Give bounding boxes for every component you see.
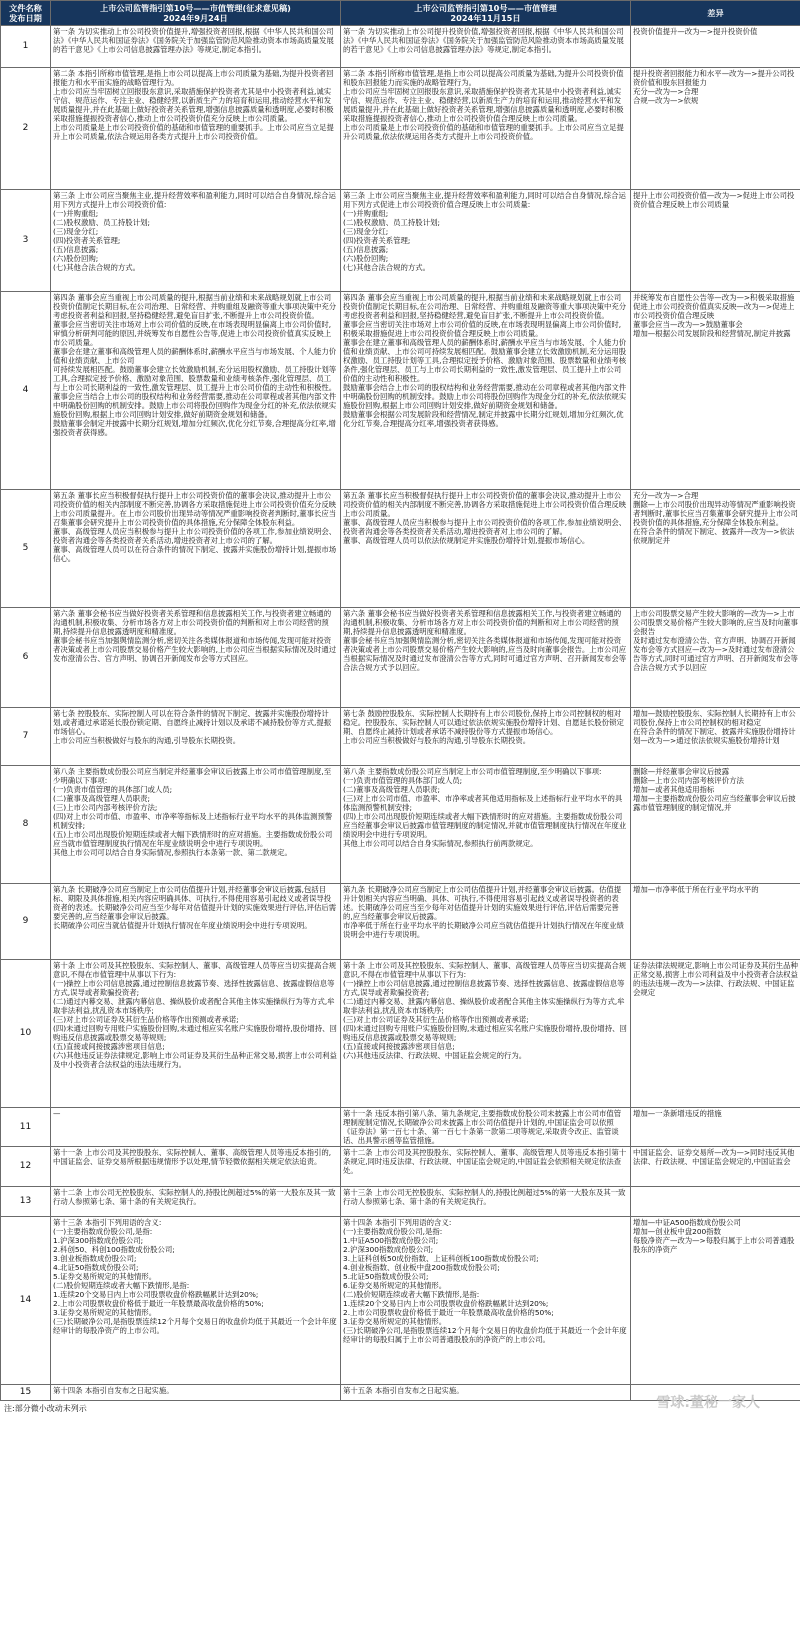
old-text: 第十三条 本指引下列用语的含义: (一)主要指数成份股公司,是指: 1.沪深300指数成份股公司; 2.科创50、科创100指数成份股公司; 3.创业板指数成份股公司; 4.北证50指数成份股公司; 5.证券交易所规定的其他情形。 (二)股价短期连续或者大幅下跌情形,是指: 1.连续20个交易日内上市公司股票收盘价格跌幅累计达到20%; 2.上市公司股票收盘价格低于最近一年股票最高收盘价格的50%; 3.证券交易所规定的其他情形。 (三)长期破净公司,是指股票连续12个月每个交易日的收盘价均低于其最近一个会计年度经审计的每股净资产的上市公司。	[51, 1217, 341, 1385]
table-row	[1, 190, 800, 292]
table-row	[1, 490, 800, 608]
table-row	[1, 608, 800, 708]
new-text: 第十一条 违反本指引第八条、第九条规定,主要指数成份股公司未披露上市公司市值管理制度制定情况,长期破净公司未披露上市公司估值提升计划的,中国证监会可以依照《证券法》第一百七十条、第一百七十条第一款第二项等规定,采取责令改正、监管谈话、出具警示函等监管措施。	[341, 1108, 631, 1147]
diff-text: 删除—并经董事会审议后披露 删除—上市公司内部考核评价方法 增加—或者其他适用指标 增加—主要指数成份股公司应当经董事会审议后披露市值管理制度的制定情况,并	[631, 766, 800, 884]
new-text: 第十条 上市公司及其控股股东、实际控制人、董事、高级管理人员等应当切实提高合规意识,不得在市值管理中从事以下行为: (一)操控上市公司信息披露,通过控制信息披露节奏、选择性披露信息、披露虚假信息等方式,误导或者欺骗投资者; (二)通过内幕交易、泄露内幕信息、操纵股价或者配合其他主体实施操纵行为等方式,牟取非法利益,扰乱资本市场秩序; (三)对上市公司证券及其衍生品价格等作出预测或者承诺; (四)未通过回购专用账户实施股份回购,未通过相应实名账户实施股份增持,股份增持、回购违反信息披露或股票交易等规则; (五)直接或间接披露涉密项目信息; (六)其他违反法律、行政法规、中国证监会规定的行为。	[341, 960, 631, 1108]
old-text: 第九条 长期破净公司应当制定上市公司估值提升计划,并经董事会审议后披露,包括目标、期限及具体措施,相关内容应明确具体、可执行,不得使用容易引起歧义或者误导投资者的表述。长期破净公司应当至少每年对估值提升计划的实施效果进行评估,评估后需要完善的,应当经董事会审议后披露。 长期破净公司应当就估值提升计划执行情况在年度业绩说明会中进行专项说明。	[51, 884, 341, 960]
row-number: 10	[1, 960, 51, 1108]
table-row	[1, 26, 800, 68]
old-text: 第六条 董事会秘书应当做好投资者关系管理和信息披露相关工作,与投资者建立畅通的沟通机制,积极收集、分析市场各方对上市公司投资价值的判断和对上市公司经营的预期,持续提升信息披露透明度和精准度。 董事会秘书应当加强舆情监测分析,密切关注各类媒体报道和市场传闻,发现可能对投资者决策或者上市公司股票交易价格产生较大影响的,上市公司应当根据实际情况及时通过发布澄清公告、官方声明、协调召开新闻发布会等方式回应。	[51, 608, 341, 708]
row-number: 12	[1, 1147, 51, 1187]
row-number: 13	[1, 1187, 51, 1217]
row-number: 6	[1, 608, 51, 708]
diff-text: 证券法律法规规定,影响上市公司证券及其衍生品种正常交易,损害上市公司利益及中小投资者合法权益的违法违规—改为—>法律、行政法规、中国证监会规定	[631, 960, 800, 1108]
row-number: 3	[1, 190, 51, 292]
new-text: 第六条 董事会秘书应当做好投资者关系管理和信息披露相关工作,与投资者建立畅通的沟通机制,积极收集、分析市场各方对上市公司投资价值的判断和对上市公司经营的预期,持续提升信息披露透明度和精准度。 董事会秘书应当加强舆情监测分析,密切关注各类媒体报道和市场传闻,发现可能对投资者决策或者上市公司股票交易价格产生较大影响的,应当及时向董事会报告。上市公司应当根据实际情况及时通过发布澄清公告等方式,同时可通过官方声明、召开新闻发布会等合法合规方式予以回应。	[341, 608, 631, 708]
header-row	[1, 1, 800, 26]
old-text: 第十二条 上市公司无控股股东、实际控制人的,持股比例超过5%的第一大股东及其一致行动人参照第七条、第十条的有关规定执行。	[51, 1187, 341, 1217]
row-number: 5	[1, 490, 51, 608]
new-text: 第九条 长期破净公司应当制定上市公司估值提升计划,并经董事会审议后披露。估值提升计划相关内容应当明确、具体、可执行,不得使用容易引起歧义或者误导投资者的表述。长期破净公司应当至少每年对估值提升计划的实施效果进行评估,评估后需要完善的,应当经董事会审议后披露。 市净率低于所在行业平均水平的长期破净公司应当就估值提升计划执行情况在年度业绩说明会中进行专项说明。	[341, 884, 631, 960]
row-number: 11	[1, 1108, 51, 1147]
new-text: 第二条 本指引所称市值管理,是指上市公司以提高公司质量为基础,为提升公司投资价值和股东回报能力而实施的战略管理行为。 上市公司应当牢固树立回报股东意识,采取措施保护投资者尤其是中小投资者利益,诚实守信、规范运作、专注主业、稳健经营,以新质生产力的培育和运用,推动经营水平和发展质量提升,并在此基础上做好投资者关系管理,增强信息披露质量和透明度,必要时积极采取措施提振投资者信心,推动上市公司投资价值合理反映上市公司质量。 上市公司质量是上市公司投资价值的基础和市值管理的重要抓手。上市公司应当立足提升公司质量,依法依规运用各类方式提升上市公司投资价值。	[341, 68, 631, 190]
old-text: 第二条 本指引所称市值管理,是指上市公司以提高上市公司质量为基础,为提升投资者回报能力和水平而实施的战略管理行为。 上市公司应当牢固树立回报股东意识,采取措施保护投资者尤其是中小投资者利益,诚实守信、规范运作、专注主业、稳健经营,以新质生产力的培育和运用,推动经营水平和发展质量提升,并在此基础上做好投资者关系管理,增强信息披露质量和透明度,必要时积极采取措施提振投资者信心,推动上市公司投资价值充分反映上市公司质量。 上市公司质量是上市公司投资价值的基础和市值管理的重要抓手。上市公司应当立足提升上市公司质量,依法合规运用各类方式提升上市公司投资价值。	[51, 68, 341, 190]
diff-text: 中国证监会、证券交易所—改为—>同时违反其他法律、行政法规、中国证监会规定的,中国证监会	[631, 1147, 800, 1187]
new-text: 第十二条 上市公司及其控股股东、实际控制人、董事、高级管理人员等违反本指引第十条规定,同时违反法律、行政法规、中国证监会规定的,中国证监会依照相关规定依法查处。	[341, 1147, 631, 1187]
header-old-version: 上市公司监管指引第10号——市值管理(征求意见稿) 2024年9月24日	[51, 1, 341, 26]
diff-text: 投资价值提升—改为—>提升投资价值	[631, 26, 800, 68]
diff-text: 增加—中证A500指数成份股公司 增加—创业板中盘200指数 每股净资产—改为—>每股归属于上市公司普通股股东的净资产	[631, 1217, 800, 1385]
row-number: 8	[1, 766, 51, 884]
old-text: 第十一条 上市公司及其控股股东、实际控制人、董事、高级管理人员等违反本指引的,中国证监会、证券交易所根据违规情形予以处理,情节轻微依据相关规定依法追责。	[51, 1147, 341, 1187]
header-name: 文件名称 发布日期	[1, 1, 51, 26]
old-text: 第三条 上市公司应当聚焦主业,提升经营效率和盈利能力,同时可以结合自身情况,综合运用下列方式提升上市公司投资价值: (一)并购重组; (二)股权激励、员工持股计划; (三)现金分红; (四)投资者关系管理; (五)信息披露; (六)股份回购; (七)其他合法合规的方式。	[51, 190, 341, 292]
table-row	[1, 1147, 800, 1187]
table-row	[1, 68, 800, 190]
diff-text: 提升上市公司投资价值—改为—>促进上市公司投资价值合理反映上市公司质量	[631, 190, 800, 292]
old-text: 第八条 主要指数成份股公司应当制定并经董事会审议后披露上市公司市值管理制度,至少明确以下事项: (一)负责市值管理的具体部门或人员; (二)董事及高级管理人员职责; (三)上市公司内部考核评价方法; (四)对上市公司市值、市盈率、市净率等指标及上述指标行业平均水平的具体监测预警机制安排; (五)上市公司出现股价短期连续或者大幅下跌情形时的应对措施。主要指数成份股公司应当就市值管理制度执行情况在年度业绩说明会中进行专项说明。 其他上市公司可以结合自身实际情况,参照执行本条第一款、第二款规定。	[51, 766, 341, 884]
old-text: 第十四条 本指引自发布之日起实施。	[51, 1385, 341, 1401]
row-number: 15	[1, 1385, 51, 1401]
row-number: 2	[1, 68, 51, 190]
row-number: 7	[1, 708, 51, 766]
table-row	[1, 292, 800, 490]
footnote: 注:部分微小改动未列示	[4, 1404, 87, 1413]
row-number: 4	[1, 292, 51, 490]
diff-text: 增加—市净率低于所在行业平均水平的	[631, 884, 800, 960]
table-row	[1, 766, 800, 884]
row-number: 9	[1, 884, 51, 960]
header-new-version: 上市公司监管指引第10号——市值管理 2024年11月15日	[341, 1, 631, 26]
row-number: 1	[1, 26, 51, 68]
new-text: 第十五条 本指引自发布之日起实施。	[341, 1385, 631, 1401]
new-text: 第三条 上市公司应当聚焦主业,提升经营效率和盈利能力,同时可以结合自身情况,综合运用下列方式促进上市公司投资价值合理反映上市公司质量: (一)并购重组; (二)股权激励、员工持股计划; (三)现金分红; (四)投资者关系管理; (五)信息披露; (六)股份回购; (七)其他合法合规的方式。	[341, 190, 631, 292]
old-text: 第七条 控股股东、实际控制人可以在符合条件的情况下制定、披露并实施股份增持计划,或者通过承诺延长股份锁定期、自愿终止减持计划以及承诺不减持股份等方式,提振市场信心。 上市公司应当积极做好与股东的沟通,引导股东长期投资。	[51, 708, 341, 766]
new-text: 第七条 鼓励控股股东、实际控制人长期持有上市公司股份,保持上市公司控制权的相对稳定。控股股东、实际控制人可以通过依法依规实施股份增持计划、自愿延长股份锁定期、自愿终止减持计划或者承诺不减持股份等方式提振市场信心。 上市公司应当积极做好与股东的沟通,引导股东长期投资。	[341, 708, 631, 766]
watermark: 雪球:董秘一家人	[656, 1395, 760, 1411]
new-text: 第五条 董事长应当积极督促执行提升上市公司投资价值的董事会决议,推动提升上市公司投资价值的相关内部制度不断完善,协调各方采取措施促进上市公司投资价值合理反映上市公司质量。 董事、高级管理人员应当积极参与提升上市公司投资价值的各项工作,参加业绩说明会、投资者沟通会等各类投资者关系活动,增进投资者对上市公司的了解。 董事、高级管理人员可以依法依规制定并实施股份增持计划,提振市场信心。	[341, 490, 631, 608]
new-text: 第十三条 上市公司无控股股东、实际控制人的,持股比例超过5%的第一大股东及其一致行动人参照第七条、第十条的有关规定执行。	[341, 1187, 631, 1217]
old-text: 第五条 董事长应当积极督促执行提升上市公司投资价值的董事会决议,推动提升上市公司投资价值的相关内部制度不断完善,协调各方采取措施促进上市公司投资价值充分反映上市公司质量提升。在上市公司股价出现异动等情况严重影响投资者判断时,董事长应当召集董事会研究提升上市公司投资价值的具体措施,充分保障全体股东利益。 董事、高级管理人员应当积极参与提升上市公司投资价值的各项工作,参加业绩说明会、投资者沟通会等各类投资者关系活动,增进投资者对上市公司的了解。 董事、高级管理人员可以在符合条件的情况下制定、披露并实施股份增持计划,提振市场信心。	[51, 490, 341, 608]
table-row	[1, 1187, 800, 1217]
table-row	[1, 1108, 800, 1147]
old-text: —	[51, 1108, 341, 1147]
new-text: 第八条 主要指数成份股公司应当制定上市公司市值管理制度,至少明确以下事项: (一)负责市值管理的具体部门或人员; (二)董事及高级管理人员职责; (三)对上市公司市值、市盈率、市净率或者其他适用指标及上述指标行业平均水平的具体监测预警机制安排; (四)上市公司出现股价短期连续或者大幅下跌情形时的应对措施。主要指数成份股公司应当经董事会审议后披露市值管理制度的制定情况,并就市值管理制度执行情况在年度业绩说明会中进行专项说明。 其他上市公司可以结合自身实际情况,参照执行前两款规定。	[341, 766, 631, 884]
row-number: 14	[1, 1217, 51, 1385]
old-text: 第十条 上市公司及其控股股东、实际控制人、董事、高级管理人员等应当切实提高合规意识,不得在市值管理中从事以下行为: (一)操控上市公司信息披露,通过控制信息披露节奏、选择性披露信息、披露虚假信息等方式,误导或者欺骗投资者; (二)通过内幕交易、泄露内幕信息、操纵股价或者配合其他主体实施操纵行为等方式,牟取非法利益,扰乱资本市场秩序; (三)对上市公司证券及其衍生品价格等作出预测或者承诺; (四)未通过回购专用账户实施股份回购,未通过相应实名账户实施股份增持,股份增持、回购违反信息披露或股票交易等规则; (五)直接或间接披露涉密项目信息; (六)其他违反证券法律规定,影响上市公司证券及其衍生品种正常交易,损害上市公司利益及中小投资者合法权益的违法违规行为。	[51, 960, 341, 1108]
diff-text: 并统筹发布自愿性公告等—改为—>积极采取措施 促进上市公司投资价值真实反映—改为—>促进上市公司投资价值合理反映 董事会应当—改为—>鼓励董事会 增加—根据公司发展阶段和经营情况,制定并披露	[631, 292, 800, 490]
diff-text: 增加—一条新增违反的措施	[631, 1108, 800, 1147]
header-diff: 差异	[631, 1, 800, 26]
diff-text: 充分—改为—>合理 删除—上市公司股价出现异动等情况严重影响投资者判断时,董事长应当召集董事会研究提升上市公司投资价值的具体措施,充分保障全体股东利益。 在符合条件的情况下制定、披露并—改为—>依法依规制定并	[631, 490, 800, 608]
table-row	[1, 708, 800, 766]
new-text: 第十四条 本指引下列用语的含义: (一)主要指数成份股公司,是指: 1.中证A500指数成份股公司; 2.沪深300指数成份股公司; 3.上证科创板50成份指数、上证科创板100指数成份股公司; 4.创业板指数、创业板中盘200指数成份股公司; 5.北证50指数成份股公司; 6.证券交易所规定的其他情形。 (二)股价短期连续或者大幅下跌情形,是指: 1.连续20个交易日内上市公司股票收盘价格跌幅累计达到20%; 2.上市公司股票收盘价格低于最近一年股票最高收盘价格的50%; 3.证券交易所规定的其他情形。 (三)长期破净公司,是指股票连续12个月每个交易日的收盘价均低于其最近一个会计年度经审计的每股归属于上市公司普通股股东的净资产的上市公司。	[341, 1217, 631, 1385]
table-row	[1, 960, 800, 1108]
new-text: 第四条 董事会应当重视上市公司质量的提升,根据当前业绩和未来战略规划就上市公司投资价值制定长期目标,在公司治理、日常经营、并购重组及融资等重大事项决策中充分考虑投资者利益和回报,坚持稳健经营,避免盲目扩张,不断提升上市公司投资价值。 董事会应当密切关注市场对上市公司价值的反映,在市场表现明显偏离上市公司价值时,积极采取措施促进上市公司投资价值合理反映上市公司质量。 董事会在建立董事和高级管理人员的薪酬体系时,薪酬水平应当与市场发展、个人能力价值和业绩贡献、上市公司可持续发展相匹配。鼓励董事会建立长效激励机制,充分运用股权激励、员工持股计划等工具,合理拟定授予价格、激励对象范围、股票数量和业绩考核条件,强化管理层、员工与上市公司长期利益的一致性,激发管理层、员工提升上市公司价值的主动性和积极性。 鼓励董事会结合上市公司的股权结构和业务经营需要,推动在公司章程或者其他内部文件中明确股份回购的机制安排。鼓励上市公司将股份回购作为现金分红的补充,依法依规实施股份回购,根据上市公司回购计划安排,做好前期资金规划和储备。 鼓励董事会根据公司发展阶段和经营情况,制定并披露中长期分红规划,增加分红频次,优化分红节奏,合理提高分红率,增强投资者获得感。	[341, 292, 631, 490]
footer	[0, 1395, 800, 1416]
diff-text: 上市公司股票交易产生较大影响的—改为—>上市公司股票交易价格产生较大影响的,应当及时向董事会报告 及时通过发布澄清公告、官方声明、协调召开新闻发布会等方式回应—改为—>及时通过发布澄清公告等方式,同时可通过官方声明、召开新闻发布会等合法合规方式予以回应	[631, 608, 800, 708]
table-row	[1, 1217, 800, 1385]
old-text: 第一条 为切实推动上市公司投资价值提升,增强投资者回报,根据《中华人民共和国公司法》《中华人民共和国证券法》《国务院关于加强监管防范风险推动资本市场高质量发展的若干意见》《上市公司信息披露管理办法》等规定,制定本指引。	[51, 26, 341, 68]
new-text: 第一条 为切实推动上市公司提升投资价值,增强投资者回报,根据《中华人民共和国公司法》《中华人民共和国证券法》《国务院关于加强监管防范风险推动资本市场高质量发展的若干意见》《上市公司信息披露管理办法》等规定,制定本指引。	[341, 26, 631, 68]
diff-text: 增加—鼓励控股股东、实际控制人长期持有上市公司股份,保持上市公司控制权的相对稳定 在符合条件的情况下制定、披露并实施股份增持计划—改为—>通过依法依规实施股份增持计划	[631, 708, 800, 766]
old-text: 第四条 董事会应当重视上市公司质量的提升,根据当前业绩和未来战略规划就上市公司投资价值制定长期目标,在公司治理、日常经营、并购重组及融资等重大事项决策中充分考虑投资者利益和回报,坚持稳健经营,避免盲目扩张,不断提升上市公司投资价值。 董事会应当密切关注市场对上市公司价值的反映,在市场表现明显偏离上市公司价值时,审慎分析研判可能的原因,并统筹发布自愿性公告等,促进上市公司投资价值真实反映上市公司质量。 董事会在建立董事和高级管理人员的薪酬体系时,薪酬水平应当与市场发展、个人能力价值和业绩贡献、上市公司 可持续发展相匹配。鼓励董事会建立长效激励机制,充分运用股权激励、员工持股计划等工具,合理拟定授予价格、激励对象范围、股票数量和业绩考核条件,强化管理层、员工与上市公司长期利益的一致性,激发管理层、员工提升上市公司价值的主动性和积极性。 董事会应当结合上市公司的股权结构和业务经营需要,推动在公司章程或者其他内部文件中明确股份回购的机制安排。鼓励上市公司将股份回购作为现金分红的补充,依法依规实施股份回购,根据上市公司回购计划安排,做好前期资金规划和储备。 鼓励董事会制定并披露中长期分红规划,增加分红频次,优化分红节奏,合理提高分红率,增强投资者获得感。	[51, 292, 341, 490]
table-row	[1, 884, 800, 960]
diff-text	[631, 1187, 800, 1217]
diff-text: 提升投资者回报能力和水平—改为—>提升公司投资价值和股东回报能力 充分—改为—>合理 合规—改为—>依规	[631, 68, 800, 190]
